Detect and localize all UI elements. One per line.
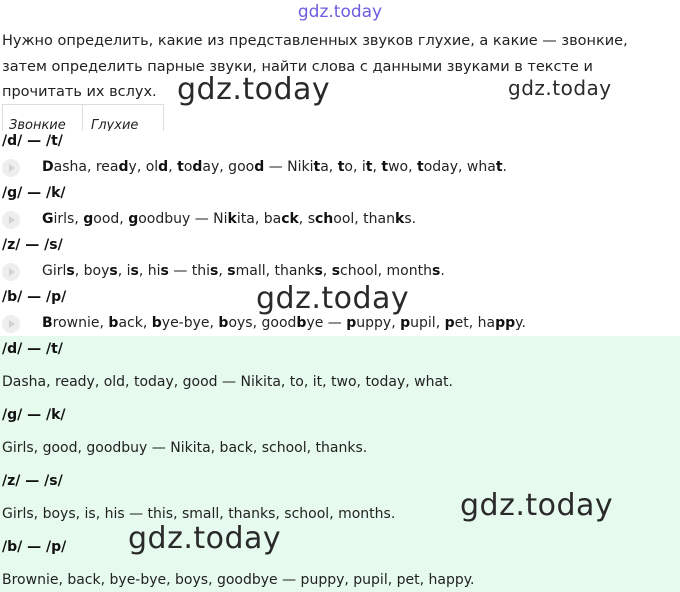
highlighted-sound: s <box>431 263 441 279</box>
highlighted-sound: B <box>42 315 53 331</box>
task-instruction: Нужно определить, какие из представленных звуков глухие, а какие — звонкие, затем определить парные звуки, найти слова с данными звуками в тексте и прочитать их вслух. <box>2 33 628 100</box>
word-text: ye — <box>306 315 347 331</box>
watermark: gdz.today <box>508 76 612 100</box>
highlighted-sound: t <box>381 159 389 175</box>
highlighted-sound: t <box>313 159 321 175</box>
highlighted-sound: t <box>365 159 373 175</box>
sounds-table-fragment <box>2 104 164 131</box>
highlighted-sound: s <box>130 263 139 279</box>
highlighted-sound: d <box>158 159 169 175</box>
watermark: gdz.today <box>256 281 410 316</box>
word-text: , i <box>117 263 131 279</box>
highlighted-sound: p <box>444 315 455 331</box>
table-header-voiceless: Глухие <box>91 118 139 131</box>
highlighted-sound: pp <box>495 315 516 331</box>
highlighted-sound: s <box>160 263 169 279</box>
word-text: — thi <box>168 263 211 279</box>
pair-label: /d/ — /t/ <box>2 133 63 149</box>
answer-pair-label: /z/ — /s/ <box>2 473 63 489</box>
highlighted-sound: s <box>314 263 323 279</box>
word-text: , s <box>298 211 315 227</box>
word-text: ye-bye, <box>161 315 219 331</box>
word-text: , <box>322 263 332 279</box>
highlighted-sound: b <box>218 315 229 331</box>
word-text: o, i <box>344 159 366 175</box>
highlighted-sound: t <box>177 159 184 175</box>
word-text: — Niki <box>264 159 314 175</box>
pair-label: /z/ — /s/ <box>2 237 63 253</box>
word-text: wo, <box>388 159 417 175</box>
pair-words <box>42 159 507 175</box>
highlighted-sound: t <box>417 159 424 175</box>
word-text: a, <box>320 159 338 175</box>
word-text: chool, month <box>340 263 432 279</box>
answer-pair-label: /g/ — /k/ <box>2 407 66 423</box>
word-text: Girl <box>42 263 67 279</box>
word-text: ay, goo <box>202 159 255 175</box>
word-text: , boy <box>74 263 110 279</box>
word-text: y, ol <box>128 159 159 175</box>
word-text: irls, <box>53 211 84 227</box>
table-header-voiced: Звонкие <box>9 118 66 131</box>
word-text: uppy, <box>356 315 401 331</box>
word-text: y. <box>515 315 526 331</box>
word-text: ool, than <box>333 211 396 227</box>
play-audio-icon[interactable] <box>2 263 20 281</box>
highlighted-sound: b <box>108 315 119 331</box>
play-audio-icon[interactable] <box>2 159 20 177</box>
answer-pair-label: /d/ — /t/ <box>2 341 63 357</box>
word-text: ood, <box>93 211 129 227</box>
word-text: upil, <box>410 315 445 331</box>
pair-words <box>42 263 445 279</box>
highlighted-sound: b <box>296 315 307 331</box>
watermark: gdz.today <box>177 72 331 107</box>
word-text: ack, <box>118 315 152 331</box>
highlighted-sound: g <box>128 211 139 227</box>
word-text: , <box>218 263 228 279</box>
word-text: s. <box>404 211 417 227</box>
highlighted-sound: k <box>395 211 405 227</box>
answer-text: Girls, boys, is, his — this, small, thanks, school, months. <box>2 506 396 522</box>
pair-words <box>42 315 526 331</box>
highlighted-sound: g <box>83 211 94 227</box>
highlighted-sound: s <box>66 263 75 279</box>
highlighted-sound: p <box>346 315 357 331</box>
answer-block <box>0 336 680 592</box>
pair-label: /g/ — /k/ <box>2 185 66 201</box>
play-audio-icon[interactable] <box>2 211 20 229</box>
highlighted-sound: p <box>400 315 411 331</box>
highlighted-sound: b <box>151 315 162 331</box>
highlighted-sound: d <box>118 159 129 175</box>
highlighted-sound: d <box>192 159 203 175</box>
pair-words <box>42 211 416 227</box>
word-text: , <box>168 159 178 175</box>
word-text: ita, ba <box>236 211 282 227</box>
answer-text: Brownie, back, bye-bye, boys, goodbye — puppy, pupil, pet, happy. <box>2 572 475 588</box>
highlighted-sound: s <box>210 263 219 279</box>
word-text: oday, wha <box>423 159 496 175</box>
highlighted-sound: D <box>42 159 54 175</box>
highlighted-sound: d <box>254 159 265 175</box>
site-title[interactable]: gdz.today <box>297 2 383 22</box>
answer-text: Dasha, ready, old, today, good — Nikita, to, it, two, today, what. <box>2 374 453 390</box>
watermark: gdz.today <box>460 488 614 523</box>
highlighted-sound: t <box>495 159 503 175</box>
highlighted-sound: s <box>331 263 341 279</box>
highlighted-sound: G <box>42 211 54 227</box>
word-text: , <box>372 159 382 175</box>
answer-pair-label: /b/ — /p/ <box>2 539 67 555</box>
watermark: gdz.today <box>128 521 282 556</box>
word-text: o <box>183 159 193 175</box>
word-text: mall, thank <box>235 263 315 279</box>
highlighted-sound: s <box>109 263 118 279</box>
word-text: rownie, <box>52 315 109 331</box>
pair-label: /b/ — /p/ <box>2 289 67 305</box>
play-audio-icon[interactable] <box>2 315 20 333</box>
highlighted-sound: t <box>337 159 345 175</box>
word-text: , hi <box>138 263 161 279</box>
highlighted-sound: k <box>227 211 237 227</box>
table-divider <box>82 105 83 131</box>
highlighted-sound: s <box>227 263 236 279</box>
word-text: asha, rea <box>53 159 119 175</box>
word-text: et, ha <box>454 315 496 331</box>
word-text: oys, good <box>228 315 297 331</box>
word-text: . <box>440 263 445 279</box>
highlighted-sound: ck <box>281 211 299 227</box>
word-text: . <box>502 159 507 175</box>
highlighted-sound: ch <box>315 211 334 227</box>
word-text: oodbuy — Ni <box>138 211 228 227</box>
answer-text: Girls, good, goodbuy — Nikita, back, school, thanks. <box>2 440 368 456</box>
